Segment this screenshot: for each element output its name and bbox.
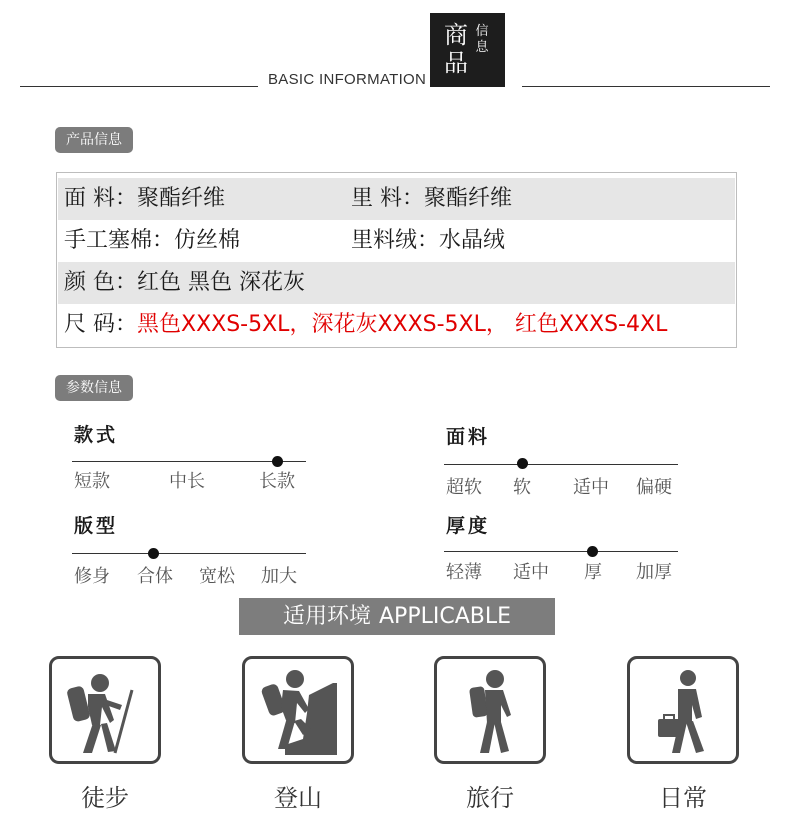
size-label: 尺 码：	[64, 312, 137, 337]
scale-line-fit	[72, 553, 306, 554]
header-right-rule	[522, 86, 770, 87]
info-row-color	[58, 262, 735, 304]
scale-dot-thickness	[587, 546, 598, 557]
header-title-box	[430, 13, 505, 87]
header-left-rule	[20, 86, 258, 87]
scale-dot-fit	[148, 548, 159, 559]
params-tag: 参数信息	[55, 375, 133, 401]
size-cell	[64, 304, 667, 346]
lining-cell: 里 料：聚酯纤维	[351, 186, 512, 211]
product-info-tag: 产品信息	[55, 127, 133, 153]
scale-option: 合体	[137, 566, 173, 587]
activity-label-climbing: 登山	[274, 784, 322, 812]
scale-option: 偏硬	[636, 477, 672, 498]
product-info-table	[56, 172, 737, 348]
fabric-cell: 面 料：聚酯纤维	[64, 186, 225, 211]
scale-title-fit: 版型	[74, 515, 119, 537]
scale-option: 轻薄	[446, 562, 482, 583]
scale-line-thickness	[444, 551, 678, 552]
color-cell: 颜 色：红色 黑色 深花灰	[64, 270, 305, 295]
scale-title-length: 款式	[74, 424, 119, 446]
scale-dot-length	[272, 456, 283, 467]
scale-dot-fabric	[517, 458, 528, 469]
scale-title-fabric: 面料	[446, 426, 491, 448]
activity-label-hiking: 徒步	[81, 784, 129, 812]
scale-option: 软	[513, 477, 531, 498]
scale-option: 加大	[261, 566, 297, 587]
header-cn-big: 商品	[444, 21, 468, 77]
scale-option: 短款	[74, 471, 110, 492]
scale-title-thickness: 厚度	[446, 515, 491, 537]
lining-fleece-cell: 里料绒：水晶绒	[351, 228, 506, 253]
traveler-with-backpack-icon	[434, 656, 546, 764]
applicable-en: APPLICABLE	[379, 604, 511, 629]
size-value: 黑色XXXS-5XL，深花灰XXXS-5XL， 红色XXXS-4XL	[137, 312, 668, 337]
hiking-with-pole-icon	[49, 656, 161, 764]
applicable-banner	[239, 598, 555, 635]
scale-option: 适中	[573, 477, 609, 498]
scale-option: 厚	[584, 562, 602, 583]
applicable-cn: 适用环境	[282, 604, 371, 629]
scale-line-length	[72, 461, 306, 462]
activity-label-travel: 旅行	[466, 784, 514, 812]
info-row-size	[58, 304, 735, 346]
info-row-padding	[58, 220, 735, 262]
activity-label-daily: 日常	[659, 784, 707, 812]
walking-with-briefcase-icon	[627, 656, 739, 764]
scale-option: 加厚	[636, 562, 672, 583]
scale-option: 超软	[446, 477, 482, 498]
scale-option: 修身	[74, 566, 110, 587]
scale-option: 中长	[169, 471, 205, 492]
header-english-title: BASIC INFORMATION	[268, 71, 427, 88]
mountain-climbing-icon	[242, 656, 354, 764]
scale-option: 适中	[513, 562, 549, 583]
scale-option: 长款	[259, 471, 295, 492]
info-row-fabric	[58, 178, 735, 220]
padding-cell: 手工塞棉：仿丝棉	[64, 228, 241, 253]
scale-line-fabric	[444, 464, 678, 465]
scale-option: 宽松	[199, 566, 235, 587]
header-cn-small: 信息	[475, 24, 489, 55]
